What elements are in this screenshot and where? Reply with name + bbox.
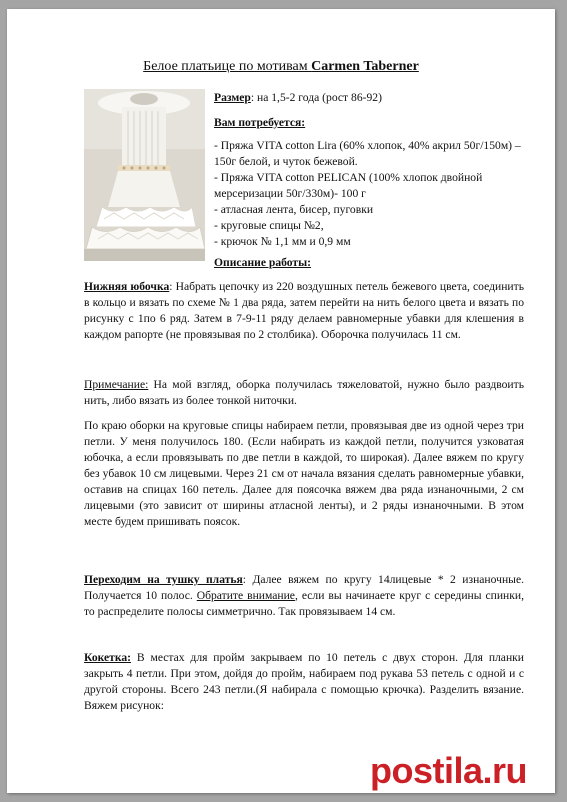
materials-list <box>214 138 527 250</box>
title-plain: Белое платьице по мотивам <box>143 59 312 74</box>
materials-item: - Пряжа VITA cotton PELICAN (100% хлопок двойной мерсеризации 50г/330м)- 100 г <box>214 171 483 200</box>
dress-photo <box>84 89 205 261</box>
size-label: Размер <box>214 91 251 104</box>
skirt-body-text: По краю оборки на круговые спицы набираем петли, провязывая две из одной через три петли. У меня получилось 180. (Если набирать из каждой петли, получится узковатая юбочка, а если провязывать по две петли в каждой, то широкая). Далее вяжем по кругу без убавок 10 см лицевыми. Через 21 см от начала вязания сделать равномерные убавки, оставив на спицах 160 петель. Далее для поясочка вяжем два ряда изнаночными, 2 см лицевыми (это зависит от ширины атласной ленты), и 2 ряды изнаночными. В этом месте будем пришивать поясок. <box>84 419 524 528</box>
paragraph-yoke <box>84 650 524 714</box>
size-line <box>214 90 544 106</box>
materials-item: - атласная лента, бисер, пуговки <box>214 203 374 216</box>
paragraph-skirt-body <box>84 418 524 530</box>
dress-body-label: Переходим на тушку платья <box>84 573 243 586</box>
paragraph-lower-skirt <box>84 279 524 343</box>
materials-item: - Пряжа VITA cotton Lira (60% хлопок, 40% акрил 50г/150м) – 150г белой, и чуток бежевой. <box>214 139 521 168</box>
materials-item: - круговые спицы №2, <box>214 219 324 232</box>
size-text: : на 1,5-2 года (рост 86-92) <box>250 91 382 104</box>
lower-skirt-text: : Набрать цепочку из 220 воздушных петель бежевого цвета, соединить в кольцо и вязать по схеме № 1 два ряда, затем перейти на нить белого цвета и вязать по рисунку с 1по 6 ряд. Затем в 7-9-11 ряду делаем равномерные убавки для клешения в каждом рапорте (не провязывая по 2 столбика). Оборочка получилась 11 см. <box>84 280 524 341</box>
paragraph-dress-body <box>84 572 524 620</box>
dress-body-text-b: , если вы начинаете круг с середины спинки, то распределите полосы симметрично. Так провязываем 14 см. <box>84 589 524 618</box>
yoke-text: В местах для пройм закрываем по 10 петель с двух сторон. Для планки закрыть 4 петли. При этом, дойдя до пройм, набираем под рукава 53 петель с одной и с другой стороны. Всего 243 петли.(Я набирала с помощью крючка). Разделить вязание. Вяжем рисунок: <box>84 651 524 712</box>
dress-body-text-a: : Далее вяжем по кругу 14лицевые * 2 изнаночные. Получается 10 полос. <box>84 573 524 602</box>
materials-item: - крючок № 1,1 мм и 0,9 мм <box>214 235 351 248</box>
yoke-label: Кокетка: <box>84 651 132 664</box>
lower-skirt-label: Нижняя юбочка <box>84 280 170 293</box>
watermark-logo: postila.ru <box>370 750 528 791</box>
document-page <box>7 9 555 793</box>
description-heading: Описание работы: <box>214 256 312 269</box>
materials-heading: Вам потребуется: <box>214 116 306 129</box>
note-label: Примечание: <box>84 378 149 391</box>
note-text: На мой взгляд, оборка получилась тяжеловатой, нужно было раздвоить нить, либо вязать из более тонкой ниточки. <box>84 378 524 407</box>
paragraph-note <box>84 377 524 409</box>
document-title <box>7 59 555 75</box>
attention-label: Обратите внимание <box>196 589 295 602</box>
title-designer: Carmen Taberner <box>311 59 419 74</box>
